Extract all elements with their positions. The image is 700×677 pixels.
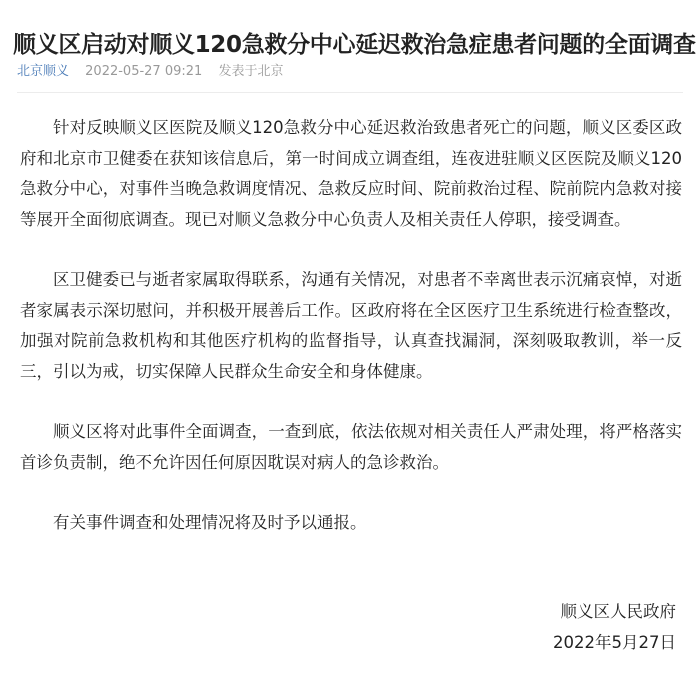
paragraph: 区卫健委已与逝者家属取得联系，沟通有关情况，对患者不幸离世表示沉痛哀悼，对逝者家属表示深切慰问，并积极开展善后工作。区政府将在全区医疗卫生系统进行检查整改，加强对院前急救机构和其他医疗机构的监督指导，认真查找漏洞，深刻吸取教训，举一反三，引以为戒，切实保障人民群众生命安全和身体健康。 [20,270,682,381]
article-meta [17,63,283,81]
publish-location: 发表于北京 [218,64,284,79]
article-body [20,113,682,569]
signature-organization: 顺义区人民政府 [560,602,676,621]
signature-date: 2022年5月27日 [553,633,676,652]
header-divider [17,92,683,93]
publish-time: 2022-05-27 09:21 [85,64,203,79]
article-title: 顺义区启动对顺义120急救分中心延迟救治急症患者问题的全面调查 [13,32,696,59]
paragraph: 有关事件调查和处理情况将及时予以通报。 [53,513,367,532]
source-link[interactable]: 北京顺义 [17,64,70,79]
paragraph: 顺义区将对此事件全面调查，一查到底，依法依规对相关责任人严肃处理，将严格落实首诊负责制，绝不允许因任何原因耽误对病人的急诊救治。 [20,422,682,472]
paragraph: 针对反映顺义区医院及顺义120急救分中心延迟救治致患者死亡的问题，顺义区委区政府和北京市卫健委在获知该信息后，第一时间成立调查组，连夜进驻顺义区医院及顺义120急救分中心，对事件当晚急救调度情况、急救反应时间、院前救治过程、院前院内急救对接等展开全面彻底调查。现已对顺义急救分中心负责人及相关责任人停职，接受调查。 [20,118,682,229]
